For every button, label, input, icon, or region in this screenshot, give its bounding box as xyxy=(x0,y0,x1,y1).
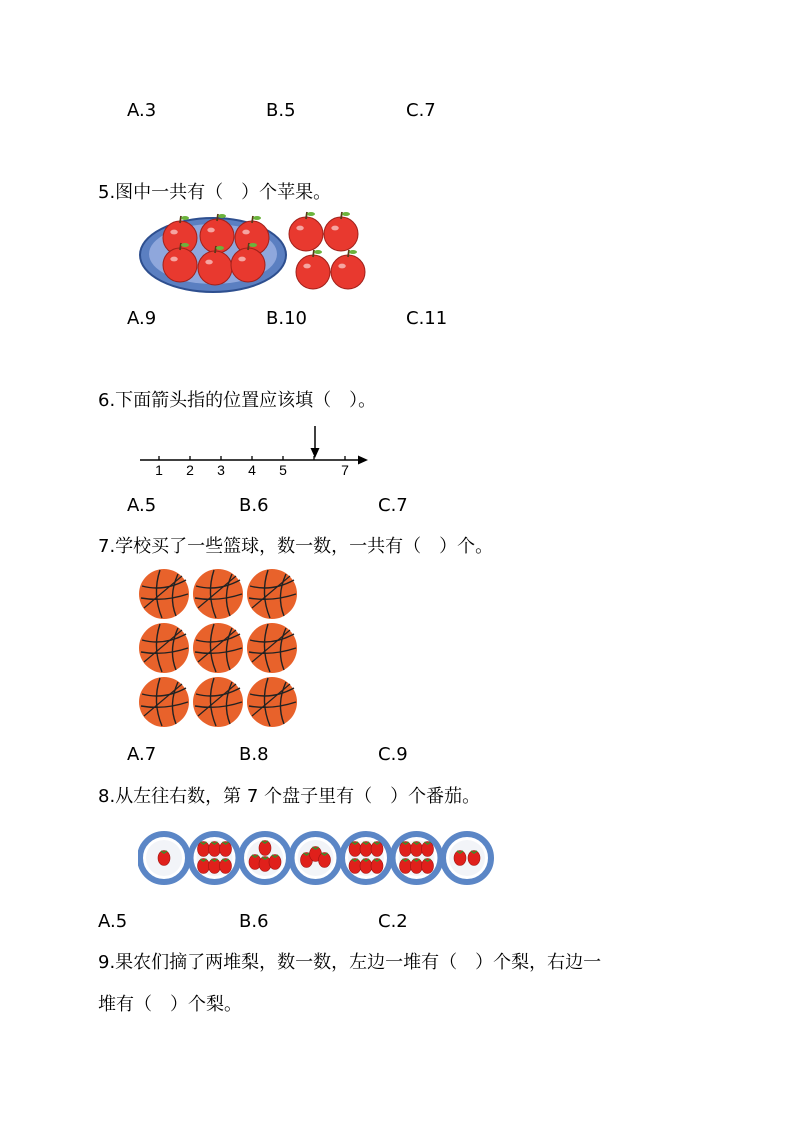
basketball-icon xyxy=(193,623,243,673)
tick-label: 2 xyxy=(186,462,194,478)
tomato-icon xyxy=(198,859,210,874)
tomato-icon xyxy=(371,859,383,874)
tick-label: 1 xyxy=(155,462,163,478)
basketball-icon xyxy=(247,623,297,673)
basketball-icon xyxy=(139,677,189,727)
q8-option-a: A.5 xyxy=(98,911,128,932)
tomato-plates-group xyxy=(140,834,491,882)
q6-question: 6.下面箭头指的位置应该填（ ）。 xyxy=(98,390,377,411)
tomato-icon xyxy=(349,859,361,874)
tomato-icon xyxy=(349,842,361,857)
tomato-plate xyxy=(191,834,239,882)
tomato-plate xyxy=(292,834,340,882)
q7-option-a: A.7 xyxy=(127,744,157,765)
apple-icon xyxy=(324,212,358,251)
tomato-icon xyxy=(209,859,221,874)
q7-option-c: C.9 xyxy=(378,744,408,765)
basketball-icon xyxy=(193,677,243,727)
tomato-icon xyxy=(259,841,271,856)
tomato-icon xyxy=(371,842,383,857)
q6-option-b: B.6 xyxy=(239,495,269,516)
tomato-plate xyxy=(393,834,441,882)
q4-option-a: A.3 xyxy=(127,100,157,121)
q8-tomato-plates-figure xyxy=(138,828,508,888)
q5-question: 5.图中一共有（ ）个苹果。 xyxy=(98,182,332,203)
tomato-plate xyxy=(443,834,491,882)
tomato-icon xyxy=(198,842,210,857)
basketball-icon xyxy=(247,677,297,727)
q9-question-line2: 堆有（ ）个梨。 xyxy=(98,994,242,1015)
basketballs-group xyxy=(139,569,297,727)
basketball-icon xyxy=(193,569,243,619)
tick-label: 3 xyxy=(217,462,225,478)
q8-option-c: C.2 xyxy=(378,911,408,932)
tick-label: 7 xyxy=(341,462,349,478)
tomato-plate xyxy=(241,834,289,882)
q7-question: 7.学校买了一些篮球，数一数，一共有（ ）个。 xyxy=(98,536,494,557)
tomato-icon xyxy=(400,859,412,874)
tomato-icon xyxy=(360,859,372,874)
tomato-icon xyxy=(454,851,466,866)
q7-basketballs-figure xyxy=(138,568,302,732)
tomato-icon xyxy=(269,855,281,870)
tomato-icon xyxy=(319,853,331,868)
tomato-icon xyxy=(400,842,412,857)
tomato-icon xyxy=(158,851,170,866)
apple-icon xyxy=(296,250,330,289)
q6-option-c: C.7 xyxy=(378,495,408,516)
q5-apples-figure xyxy=(138,210,373,300)
tomato-icon xyxy=(220,842,232,857)
basketball-icon xyxy=(247,569,297,619)
q4-option-b: B.5 xyxy=(266,100,296,121)
q8-question: 8.从左往右数，第 7 个盘子里有（ ）个番茄。 xyxy=(98,786,481,807)
q8-option-b: B.6 xyxy=(239,911,269,932)
down-arrow-icon xyxy=(311,426,320,458)
tick-label: 5 xyxy=(279,462,287,478)
q6-option-a: A.5 xyxy=(127,495,157,516)
q5-option-a: A.9 xyxy=(127,308,157,329)
number-line-arrowhead xyxy=(358,456,368,465)
apple-icon xyxy=(331,250,365,289)
tomato-icon xyxy=(422,842,434,857)
tomato-icon xyxy=(411,842,423,857)
tomato-icon xyxy=(209,842,221,857)
tomato-plate xyxy=(342,834,390,882)
q5-option-c: C.11 xyxy=(406,308,448,329)
tomato-icon xyxy=(411,859,423,874)
q5-option-b: B.10 xyxy=(266,308,307,329)
tick-label: 4 xyxy=(248,462,256,478)
basketball-icon xyxy=(139,623,189,673)
tomato-icon xyxy=(422,859,434,874)
q9-question-line1: 9.果农们摘了两堆梨，数一数，左边一堆有（ ）个梨，右边一 xyxy=(98,952,602,973)
apple-icon xyxy=(289,212,323,251)
basketball-icon xyxy=(139,569,189,619)
tomato-plate xyxy=(140,834,188,882)
q4-option-c: C.7 xyxy=(406,100,436,121)
tomato-icon xyxy=(360,842,372,857)
q7-option-b: B.8 xyxy=(239,744,269,765)
tomato-icon xyxy=(468,851,480,866)
q6-number-line xyxy=(136,424,376,480)
tomato-icon xyxy=(220,859,232,874)
